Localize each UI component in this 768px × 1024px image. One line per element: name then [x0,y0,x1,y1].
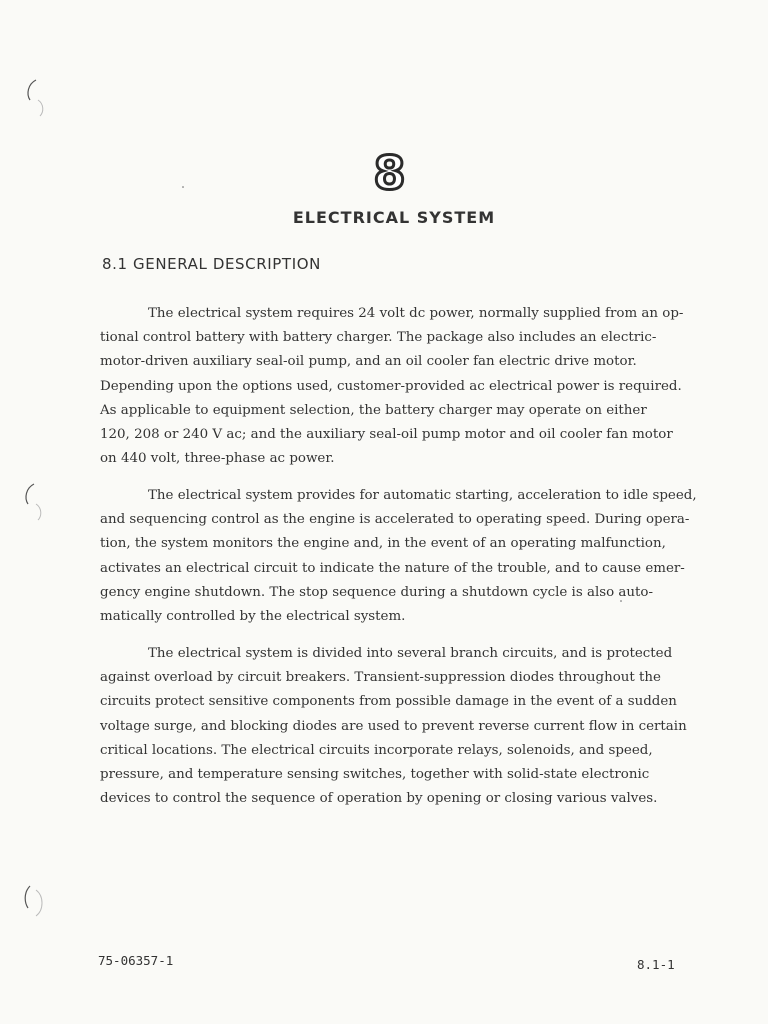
paragraph-line: activates an electrical circuit to indicate the nature of the trouble, and to cause emer- [100,560,685,576]
paragraph-line: on 440 volt, three-phase ac power. [100,451,335,467]
paragraph-line: 120, 208 or 240 V ac; and the auxiliary seal-oil pump motor and oil cooler fan motor [100,427,673,443]
paragraph [100,484,712,629]
paragraph-line: against overload by circuit breakers. Transient-suppression diodes throughout the [100,670,661,686]
paragraph [100,642,712,811]
section-heading: 8.1 GENERAL DESCRIPTION [102,255,321,273]
paragraph-line: matically controlled by the electrical system. [100,609,406,625]
paragraph-line: pressure, and temperature sensing switches, together with solid-state electronic [100,767,650,783]
punch-hole-icon [20,884,48,924]
paragraph-line: As applicable to equipment selection, the battery charger may operate on either [100,402,647,418]
paragraph-line: The electrical system is divided into several branch circuits, and is protected [148,646,673,661]
punch-hole-icon [20,482,48,522]
paragraph-line: and sequencing control as the engine is accelerated to operating speed. During opera- [100,512,690,528]
paragraph-line: voltage surge, and blocking diodes are used to prevent reverse current flow in certain [100,718,687,734]
chapter-title: ELECTRICAL SYSTEM [292,208,496,227]
document-number: 75-06357-1 [98,953,174,968]
paragraph-line: gency engine shutdown. The stop sequence during a shutdown cycle is also auto- [100,584,654,600]
paragraph-line: circuits protect sensitive components from possible damage in the event of a sudden [100,694,677,710]
paragraph-line: motor-driven auxiliary seal-oil pump, and an oil cooler fan electric drive motor. [100,354,637,370]
paragraph-line: The electrical system provides for automatic starting, acceleration to idle speed, [148,488,697,503]
paragraph-line: tion, the system monitors the engine and, in the event of an operating malfunction, [100,536,666,552]
chapter-number: 8 [373,146,407,200]
paragraph-line: tional control battery with battery charger. The package also includes an electric- [100,330,657,346]
paragraph-line: The electrical system requires 24 volt dc power, normally supplied from an op- [148,306,684,321]
paragraph-line: Depending upon the options used, customer-provided ac electrical power is required. [100,378,682,394]
paragraph-line: critical locations. The electrical circuits incorporate relays, solenoids, and speed, [100,742,653,758]
page-number: 8.1-1 [637,957,675,972]
paragraph [100,302,712,471]
punch-hole-icon [22,78,50,118]
paragraph-line: devices to control the sequence of operation by opening or closing various valves. [100,791,658,807]
